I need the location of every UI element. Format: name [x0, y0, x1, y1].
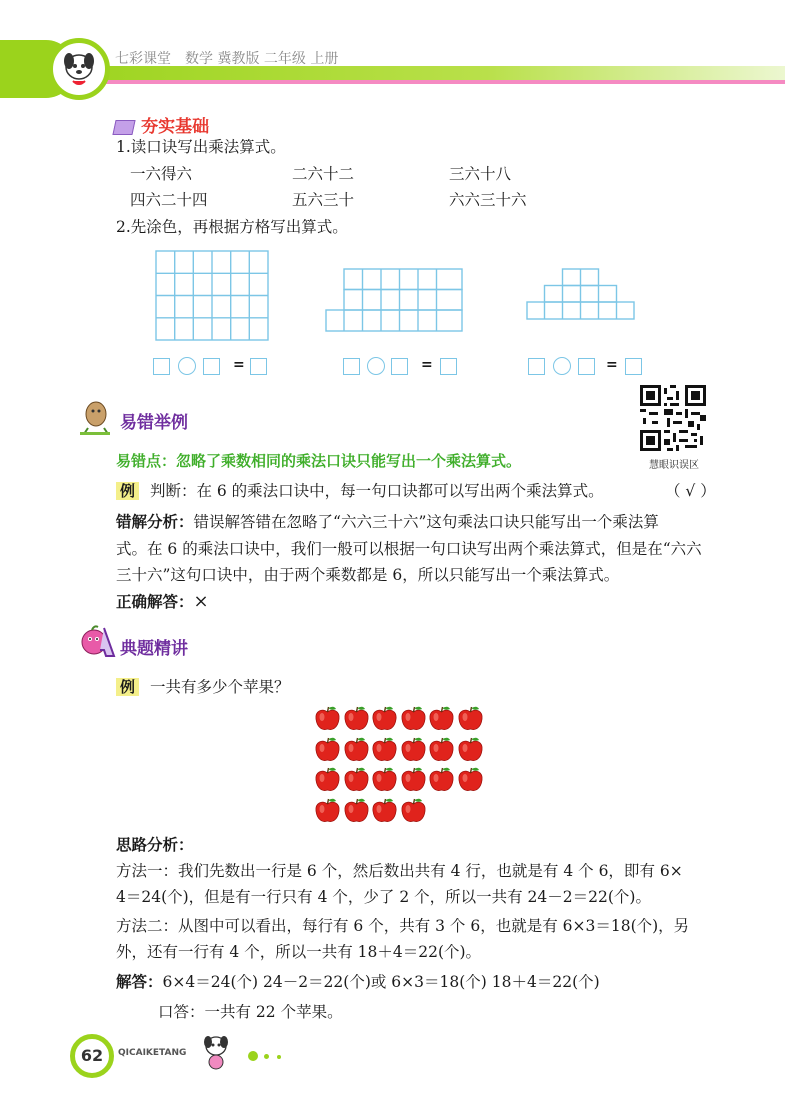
apple-icon — [428, 736, 455, 761]
page-number: 62 — [80, 1046, 104, 1065]
answer-box[interactable] — [153, 358, 170, 375]
answer-box[interactable] — [250, 358, 267, 375]
operator-circle[interactable] — [367, 357, 385, 375]
section-errors-title: 易错举例 — [120, 413, 188, 433]
answer-box[interactable] — [625, 358, 642, 375]
brand-text: QICAIKETANG — [118, 1048, 187, 1058]
solution — [116, 970, 600, 994]
method-1-line-2: 4＝24(个)，但是有一行只有 4 个，少了 2 个，所以一共有 24－2＝22(个)。 — [116, 888, 651, 906]
grid-2[interactable] — [325, 268, 465, 338]
section-basics-title: 夯实基础 — [141, 117, 210, 137]
answer-box[interactable] — [203, 358, 220, 375]
q1-item-6: 六六三十六 — [449, 191, 527, 209]
answer-box[interactable] — [391, 358, 408, 375]
solution-label: 解答： — [116, 973, 163, 991]
q1-item-4: 四六二十四 — [130, 191, 208, 209]
operator-circle[interactable] — [553, 357, 571, 375]
operator-circle[interactable] — [178, 357, 196, 375]
q1-item-5: 五六三十 — [292, 191, 355, 209]
apples-illustration — [314, 705, 490, 829]
error-example-row — [116, 479, 604, 503]
analysis-label: 错解分析： — [116, 513, 194, 531]
error-analysis — [116, 510, 736, 534]
apple-icon — [400, 736, 427, 761]
answer-box[interactable] — [440, 358, 457, 375]
mascot-apple-icon — [78, 624, 116, 664]
mascot-logo — [48, 38, 110, 100]
analysis-line-1: 错误解答错在忽略了“六六三十六”这句乘法口诀只能写出一个乘法算 — [193, 513, 659, 531]
apple-icon — [428, 705, 455, 730]
question-2: 2.先涂色，再根据方格写出算式。 — [116, 218, 348, 236]
apple-icon — [371, 797, 398, 822]
apple-icon — [371, 705, 398, 730]
apple-icon — [457, 766, 484, 791]
apple-icon — [314, 797, 341, 822]
example-tag: 例 — [116, 678, 139, 696]
think-label: 思路分析： — [116, 836, 194, 854]
apple-icon — [457, 736, 484, 761]
header-stripe — [40, 80, 785, 84]
q1-item-3: 三六十八 — [449, 165, 512, 183]
solution-text: 6×4＝24(个) 24－2＝22(个)或 6×3＝18(个) 18＋4＝22(个) — [162, 973, 600, 991]
header-bar — [40, 66, 785, 80]
q1-item-2: 二六十二 — [292, 165, 355, 183]
section-basics-heading — [114, 112, 209, 137]
apple-icon — [343, 766, 370, 791]
example-tag: 例 — [116, 482, 139, 500]
book-icon — [112, 120, 135, 135]
apple-icon — [371, 736, 398, 761]
apple-icon — [400, 766, 427, 791]
answer-label: 正确解答： — [116, 593, 194, 611]
page-number-badge — [70, 1034, 114, 1078]
grid-3[interactable] — [526, 268, 636, 326]
apple-icon — [343, 797, 370, 822]
apple-example-text: 一共有多少个苹果？ — [149, 678, 290, 696]
apple-icon — [400, 797, 427, 822]
apple-icon — [457, 705, 484, 730]
correct-answer — [116, 590, 209, 614]
answer-mark: × — [193, 591, 209, 612]
qr-code-icon[interactable] — [640, 385, 706, 451]
grid-1[interactable] — [155, 250, 270, 346]
apple-icon — [314, 736, 341, 761]
equal-sign: = — [233, 357, 245, 373]
method-2-line-1: 方法二：从图中可以看出，每行有 6 个，共有 3 个 6，也就是有 6×3＝18(个)，另 — [116, 917, 690, 935]
error-example-text: 判断：在 6 的乘法口诀中，每一句口诀都可以写出两个乘法算式。 — [149, 482, 604, 500]
q1-item-1: 一六得六 — [130, 165, 193, 183]
header-title: 七彩课堂 数学 冀教版 二年级 上册 — [115, 51, 339, 67]
mascot-bean-icon — [78, 398, 112, 440]
analysis-line-3: 三十六”这句口诀中，由于两个乘数都是 6，所以只能写出一个乘法算式。 — [116, 566, 620, 584]
footer-dot — [277, 1055, 281, 1059]
footer-dot — [264, 1054, 269, 1059]
error-point: 易错点：忽略了乘数相同的乘法口诀只能写出一个乘法算式。 — [116, 452, 522, 470]
oral-answer: 口答：一共有 22 个苹果。 — [158, 1003, 343, 1021]
apple-icon — [343, 705, 370, 730]
answer-box[interactable] — [528, 358, 545, 375]
apple-example-row — [116, 675, 289, 699]
apple-icon — [343, 736, 370, 761]
error-example-mark: （ √ ） — [665, 482, 716, 500]
apple-icon — [314, 705, 341, 730]
apple-icon — [400, 705, 427, 730]
answer-box[interactable] — [578, 358, 595, 375]
footer-dot — [248, 1051, 258, 1061]
equal-sign: = — [606, 357, 618, 373]
question-1: 1.读口诀写出乘法算式。 — [116, 138, 286, 156]
method-2-line-2: 外，还有一行有 4 个，所以一共有 18＋4＝22(个)。 — [116, 943, 482, 961]
qr-label: 慧眼识误区 — [649, 460, 699, 471]
answer-box[interactable] — [343, 358, 360, 375]
apple-icon — [371, 766, 398, 791]
mascot-footer-icon — [198, 1032, 234, 1076]
analysis-line-2: 式。在 6 的乘法口诀中，我们一般可以根据一句口诀写出两个乘法算式，但是在“六六 — [116, 540, 702, 558]
method-1-line-1: 方法一：我们先数出一行是 6 个，然后数出共有 4 行，也就是有 4 个 6，即有 6× — [116, 862, 683, 880]
equal-sign: = — [421, 357, 433, 373]
apple-icon — [428, 766, 455, 791]
apple-icon — [314, 766, 341, 791]
section-examples-title: 典题精讲 — [120, 639, 188, 659]
